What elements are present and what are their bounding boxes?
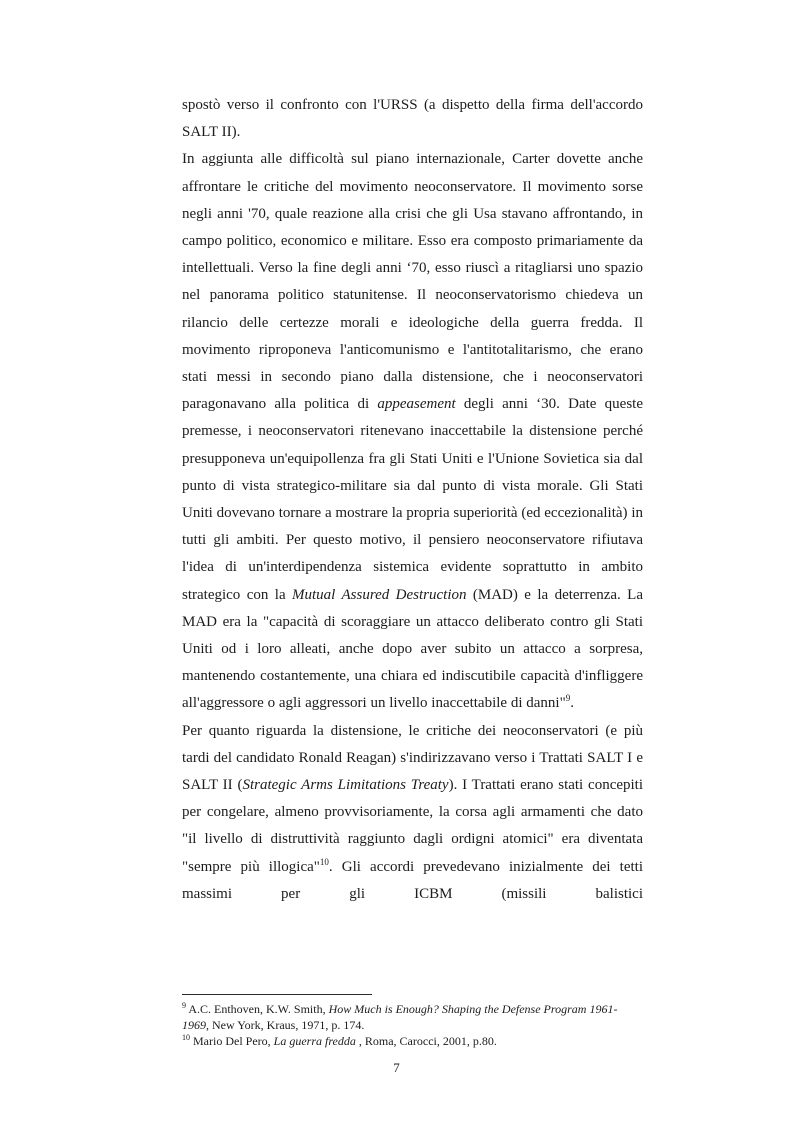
text-run: . xyxy=(570,695,574,712)
body-text xyxy=(182,92,643,908)
paragraph xyxy=(182,718,643,908)
italic-text: appeasement xyxy=(377,396,456,413)
footnote-marker: 10 xyxy=(319,856,329,867)
italic-text: How Much is Enough? Shaping the Defense Program 1961-1969 xyxy=(182,1002,618,1032)
italic-text: Mutual Assured Destruction xyxy=(292,586,467,603)
footnote-marker: 10 xyxy=(182,1033,190,1042)
text-run: degli anni ‘30. Date queste premesse, i neoconservatori ritenevano inaccettabile la distensione perché presupponeva un'equipollenza fra gli Stati Uniti e l'Unione Sovietica sia dal punto di vista strategico-militare sia dal punto di vista morale. Gli Stati Uniti dovevano tornare a mostrare la propria superiorità (ed eccezionalità) in tutti gli ambiti. Per questo motivo, il pensiero neoconservatore rifiutava l'idea di un'interdipendenza sistemica evidente soprattutto in ambito strategico con la xyxy=(182,396,643,603)
paragraph xyxy=(182,92,643,146)
text-run: . Gli accordi prevedevano inizialmente dei tetti massimi per gli ICBM (missili balistici xyxy=(182,858,643,902)
footnote-marker: 9 xyxy=(565,693,571,704)
text-run: spostò verso il confronto con l'URSS (a dispetto della firma dell'accordo SALT II). xyxy=(182,97,643,141)
text-run: , New York, Kraus, 1971, p. 174. xyxy=(206,1018,365,1032)
text-run: A.C. Enthoven, K.W. Smith, xyxy=(186,1002,329,1016)
text-run: In aggiunta alle difficoltà sul piano internazionale, Carter dovette anche affrontare le critiche del movimento neoconservatore. Il movimento sorse negli anni '70, quale reazione alla crisi che gli Usa stavano affrontando, in campo politico, economico e militare. Esso era composto primariamente da intellettuali. Verso la fine degli anni ‘70, esso riuscì a ritagliarsi uno spazio nel panorama politico statunitense. Il neoconservatorismo chiedeva un rilancio delle certezze morali e ideologiche della guerra fredda. Il movimento riproponeva l'anticomunismo e l'antitotalitarismo, che erano stati messi in secondo piano dalla distensione, che i neoconservatori paragonavano alla politica di xyxy=(182,151,643,413)
text-run: ). I Trattati erano stati concepiti per congelare, almeno provvisoriamente, la corsa agli armamenti che dato "il livello di distruttività raggiunto dagli ordigni atomici" era diventata "sempre più illogica" xyxy=(182,777,644,875)
text-run: Mario Del Pero, xyxy=(190,1034,274,1048)
footnote xyxy=(182,1001,643,1033)
text-run: , Roma, Carocci, 2001, p.80. xyxy=(355,1034,497,1048)
text-run: (MAD) e la deterrenza. La MAD era la "capacità di scoraggiare un attacco deliberato contro gli Stati Uniti od i loro alleati, anche dopo aver subito un attacco a sorpresa, mantenendo costantemente, una chiara ed indiscutibile capacità d'infliggere all'aggressore o agli aggressori un livello inaccettabile di danni" xyxy=(182,586,643,712)
italic-text: Strategic Arms Limitations Treaty xyxy=(242,777,449,794)
footnote-marker: 9 xyxy=(182,1001,186,1010)
paragraph xyxy=(182,146,643,717)
page-number: 7 xyxy=(393,1060,400,1075)
text-run: Per quanto riguarda la distensione, le critiche dei neoconservatori (e più tardi del candidato Ronald Reagan) s'indirizzavano verso i Trattati SALT I e SALT II ( xyxy=(182,722,643,794)
footnotes-section xyxy=(182,994,643,1049)
footnote-separator xyxy=(182,994,372,995)
footnote xyxy=(182,1033,643,1049)
italic-text: La guerra fredda xyxy=(273,1034,356,1048)
